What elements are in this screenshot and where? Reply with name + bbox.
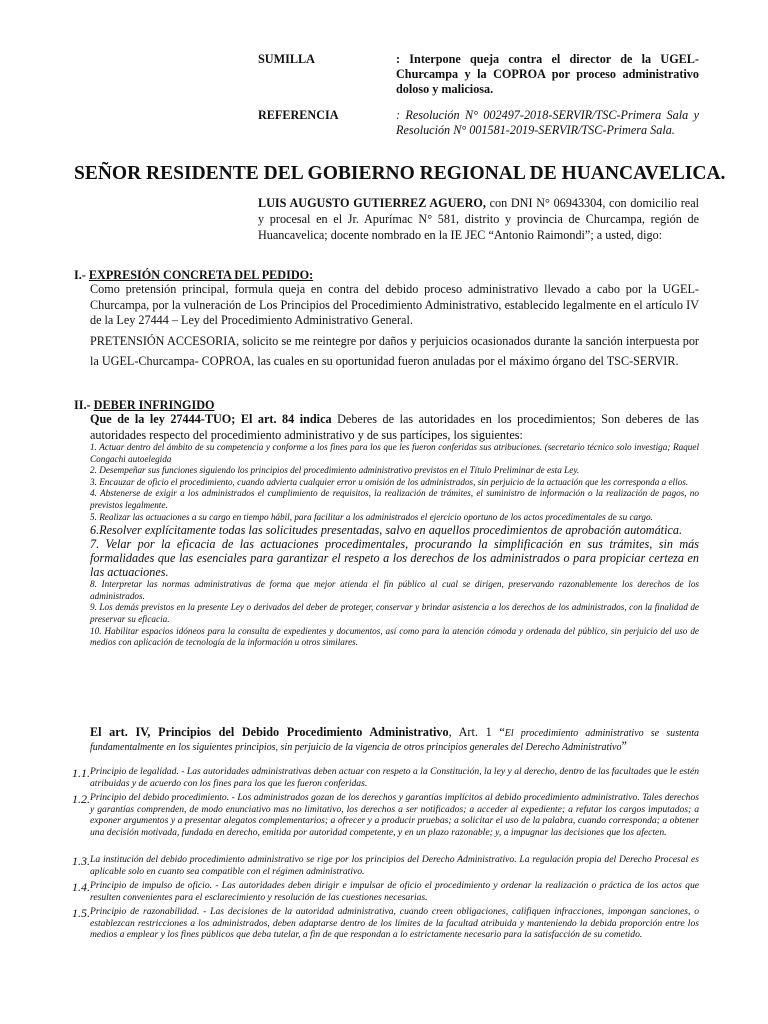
duty-item: 4. Abstenerse de exigir a los administrados el cumplimiento de requisitos, la realización de trámites, el suministro de información o la realización de pagos, no previstos legalmente. [90,488,699,510]
principle-text: Principio de impulso de oficio. - Las autoridades deben dirigir e impulsar de oficio el procedimiento y ordenar la realización o práctica de los actos que resulten convenientes para el esclarecimiento y resolución de las cuestiones necesarias. [90,880,699,903]
section-1-paragraph-1: Como pretensión principal, formula queja en contra del debido proceso administrativo llevado a cabo por la UGEL-Churcampa, por la vulneración de Los Principios del Procedimiento Administrativo, establecido legalmente en el artículo IV de la Ley 27444 – Ley del Procedimiento Administrativo General. [90,282,699,328]
principle-number: 1.5. [72,906,90,920]
duty-item: 5. Realizar las actuaciones a su cargo en tiempo hábil, para facilitar a los administrados el ejercicio oportuno de los actos procedimentales de su cargo. [90,511,653,522]
intro-text: con DNI N° 06943304, con domicilio real y procesal en el Jr. Apurímac N° 581, distrito y provincia de Churcampa, región de Huancavelica; docente nombrado en la IE JEC “Antonio Raimondi”; a usted, digo: [258,196,700,243]
duty-item: 1. Actuar dentro del ámbito de su competencia y conforme a los fines para los que les fueron conferidas sus atribuciones. (secretario técnico solo investiga; Raquel Congachi autoelegida [90,442,699,464]
section-1-heading [74,268,313,283]
section-1-prefix: I.- [74,268,89,282]
article-iv-quote: El procedimiento administrativo se sustenta fundamentalmente en los siguientes principios, sin perjuicio de la vigencia de otros principios generales del Derecho Administrativo [90,728,699,753]
section-2-lead [90,412,699,443]
duty-item: 10. Habilitar espacios idóneos para la consulta de expedientes y documentos, así como para la atención cómoda y ordenada del público, sin perjuicio del uso de medios con aplicación de tecnología de la información u otros similares. [90,625,699,648]
duties-list [90,442,699,649]
principle-text: Principio del debido procedimiento. - Los administrados gozan de los derechos y garantías implícitos al debido procedimiento administrativo. Tales derechos y garantías comprenden, de modo enunciativo mas no limitativo, los derechos a ser notificados; a acceder al expediente; a refutar los cargos imputados; a exponer argumentos y a presentar alegatos complementarios; a ofrecer y a producir pruebas; a solicitar el uso de la palabra, cuando corresponda; a obtener una decisión motivada, fundada en derecho, emitida por autoridad competente, y en un plazo razonable; y, a impugnar las decisiones que los afecten. [90,792,699,838]
intro-paragraph [258,195,699,244]
principle-number: 1.3. [72,854,90,868]
duty-item: 3. Encauzar de oficio el procedimiento, cuando advierta cualquier error u omisión de los administrados, sin perjuicio de la actuación que les corresponda a ellos. [90,476,689,487]
referencia-label: REFERENCIA [258,108,339,122]
article-iv-bold: El art. IV, Principios del Debido Procedimiento Administrativo [90,725,449,739]
petitioner-name: LUIS AUGUSTO GUTIERREZ AGUERO, [258,196,486,210]
section-1-paragraph-2: PRETENSIÓN ACCESORIA, solicito se me reintegre por daños y perjuicios ocasionados durante la sanción interpuesta por la UGEL-Churcampa- COPROA, las cuales en su oportunidad fueron anuladas por el máximo órgano del TSC-SERVIR. [90,334,699,368]
referencia-value: : Resolución N° 002497-2018-SERVIR/TSC-Primera Sala y Resolución N° 001581-2019-SERVIR/TSC-Primera Sala. [396,108,699,137]
principle-number: 1.4. [72,880,90,894]
sumilla-label: SUMILLA [258,52,315,66]
document-title: SEÑOR RESIDENTE DEL GOBIERNO REGIONAL DE HUANCAVELICA. [74,163,726,184]
duty-item: 8. Interpretar las normas administrativas de forma que mejor atienda el fin público al cual se dirigen, preservando razonablemente los derechos de los administrados. [90,579,699,601]
section-2-prefix: II.- [74,398,94,412]
principle-text: La institución del debido procedimiento administrativo se rige por los principios del Derecho Administrativo. La regulación propia del Derecho Procesal es aplicable solo en cuanto sea compatible con el régimen administrativo. [90,854,699,877]
section-2-lead-text: Deberes de las autoridades en los procedimientos; Son deberes de las autoridades respecto del procedimiento administrativo y de sus partícipes, los siguientes: [90,412,699,442]
principle-number: 1.1. [72,766,90,780]
section-2-heading [74,398,215,413]
sumilla-value: : Interpone queja contra el director de la UGEL-Churcampa y la COPROA por proceso administrativo doloso y maliciosa. [396,52,699,96]
article-iv-end: ” [621,739,627,753]
duty-item: 6.Resolver explícitamente todas las solicitudes presentadas, salvo en aquellos procedimientos de aprobación automática. [90,523,683,538]
section-1-title: EXPRESIÓN CONCRETA DEL PEDIDO: [88,268,314,282]
section-2-title: DEBER INFRINGIDO [93,398,215,412]
duty-item: 7. Velar por la eficacia de las actuaciones procedimentales, procurando la simplificación en sus trámites, sin más formalidades que las esenciales para garantizar el respeto a los derechos de los administrados o para propiciar certeza en las actuaciones. [90,537,699,580]
principle-text: Principio de legalidad. - Las autoridades administrativas deben actuar con respeto a la Constitución, la ley y al derecho, dentro de las facultades que le estén atribuidas y de acuerdo con los fines para los que les fueron conferidas. [90,766,699,789]
principle-number: 1.2. [72,792,90,806]
duty-item: 2. Desempeñar sus funciones siguiendo los principios del procedimiento administrativo previstos en el Título Preliminar de esta Ley. [90,465,580,476]
section-2-lead-bold: Que de la ley 27444-TUO; El art. 84 indica [90,412,332,426]
article-iv-intro [90,726,699,754]
principle-text: Principio de razonabilidad. - Las decisiones de la autoridad administrativa, cuando creen obligaciones, califiquen infracciones, impongan sanciones, o establezcan restricciones a los administrados, deben adaptarse dentro de los límites de la facultad atribuida y manteniendo la debida proporción entre los medios a emplear y los fines públicos que deba tutelar, a fin de que respondan a lo estrictamente necesario para la satisfacción de su cometido. [90,906,699,941]
duty-item: 9. Los demás previstos en la presente Ley o derivados del deber de proteger, conservar y brindar asistencia a los derechos de los administrados, con la finalidad de preservar su eficacia. [90,602,699,624]
article-iv-mid: , Art. 1 “ [448,725,505,739]
